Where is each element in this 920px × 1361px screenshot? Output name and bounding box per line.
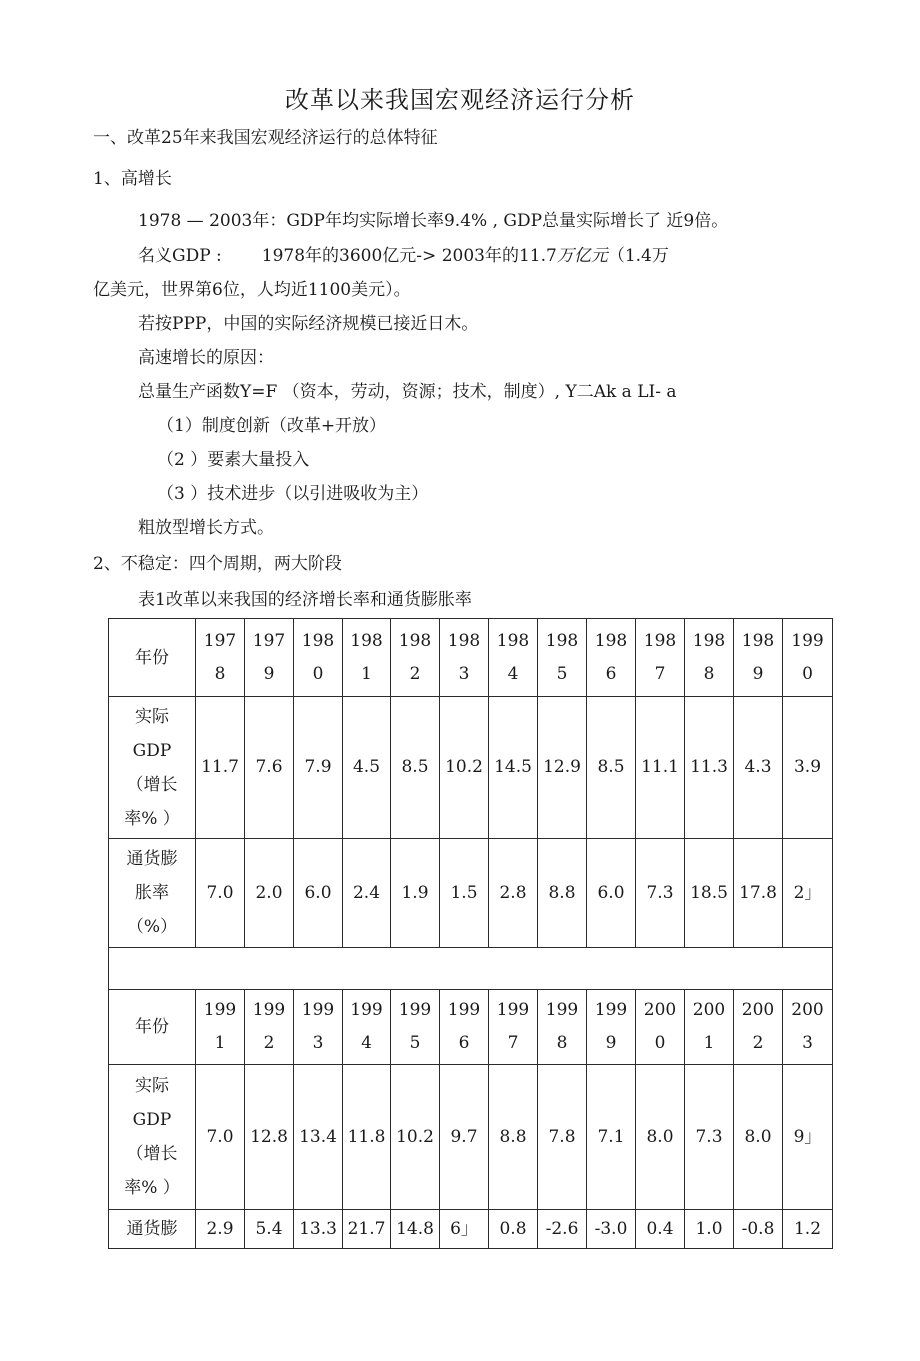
inflation-cell: 0.4 <box>636 1210 685 1249</box>
gdp-cell: 8.5 <box>391 697 440 839</box>
inflation-cell: 0.8 <box>489 1210 538 1249</box>
gdp-cell: 8.0 <box>734 1065 783 1210</box>
gdp-cell: 10.2 <box>440 697 489 839</box>
inflation-cell: 1.2 <box>783 1210 833 1249</box>
gdp-cell: 8.0 <box>636 1065 685 1210</box>
row-header-gdp-line: （增长 <box>126 774 178 795</box>
table-row <box>109 839 833 948</box>
gdp-cell: 7.1 <box>587 1065 636 1210</box>
table-row <box>109 1210 833 1249</box>
inflation-cell: -3.0 <box>587 1210 636 1249</box>
year-cell: 1990 <box>783 619 833 697</box>
inflation-cell: 2」 <box>783 839 833 948</box>
row-header-inflation-line: 胀率 <box>135 883 169 903</box>
paragraph-growth-rate: 1978 — 2003年：GDP年均实际增长率9.4% , GDP总量实际增长了 近9倍。 <box>138 211 729 231</box>
year-cell: 1978 <box>196 619 245 697</box>
table-row <box>109 990 833 1065</box>
year-cell: 1988 <box>685 619 734 697</box>
gdp-cell: 11.7 <box>196 697 245 839</box>
nominal-gdp-text: 1978年的3600亿元-> 2003年的11.7 <box>261 246 557 266</box>
row-header-gdp-line: 实际 <box>135 1076 169 1096</box>
paragraph-nominal-gdp-continued: 亿美元，世界第6位，人均近1100美元）。 <box>93 280 411 300</box>
reason-item: （3 ）技术进步（以引进吸收为主） <box>157 484 429 504</box>
year-cell: 1991 <box>196 990 245 1065</box>
inflation-cell: 2.8 <box>489 839 538 948</box>
reason-item: （1）制度创新（改革+开放） <box>157 416 387 436</box>
inflation-cell: 7.0 <box>196 839 245 948</box>
inflation-cell: 7.3 <box>636 839 685 948</box>
year-cell: 2001 <box>685 990 734 1065</box>
gdp-cell: 13.4 <box>294 1065 343 1210</box>
year-cell: 1998 <box>538 990 587 1065</box>
gdp-cell: 11.3 <box>685 697 734 839</box>
year-cell: 2000 <box>636 990 685 1065</box>
gdp-cell: 10.2 <box>391 1065 440 1210</box>
page-title: 改革以来我国宏观经济运行分析 <box>285 86 635 114</box>
inflation-cell: 6.0 <box>587 839 636 948</box>
inflation-cell: 14.8 <box>391 1210 440 1249</box>
gdp-cell: 14.5 <box>489 697 538 839</box>
reason-item: （2 ）要素大量投入 <box>157 450 310 470</box>
growth-inflation-table <box>108 618 833 1249</box>
year-cell: 1979 <box>245 619 294 697</box>
year-cell: 1992 <box>245 990 294 1065</box>
year-cell: 1981 <box>343 619 391 697</box>
year-cell: 1995 <box>391 990 440 1065</box>
inflation-cell: 21.7 <box>343 1210 391 1249</box>
gdp-cell: 12.8 <box>245 1065 294 1210</box>
row-header-inflation-line: 通货膨 <box>126 849 178 869</box>
gdp-cell: 7.6 <box>245 697 294 839</box>
row-header-year: 年份 <box>109 990 196 1065</box>
paragraph-reasons-intro: 高速增长的原因： <box>138 348 274 368</box>
point-heading-instability: 2、不稳定：四个周期，两大阶段 <box>93 554 342 574</box>
row-header-gdp-line: 实际 <box>135 706 169 727</box>
inflation-cell: 5.4 <box>245 1210 294 1249</box>
table-row <box>109 619 833 697</box>
table-row <box>109 1065 833 1210</box>
gdp-cell: 7.3 <box>685 1065 734 1210</box>
inflation-cell: 2.9 <box>196 1210 245 1249</box>
year-cell: 1994 <box>343 990 391 1065</box>
inflation-cell: 13.3 <box>294 1210 343 1249</box>
inflation-cell: 1.5 <box>440 839 489 948</box>
row-header-gdp <box>109 697 196 839</box>
row-header-gdp-line: （增长 <box>126 1144 178 1164</box>
gdp-cell: 12.9 <box>538 697 587 839</box>
nominal-gdp-label: 名义GDP : <box>138 246 222 266</box>
blank-cell <box>109 948 833 990</box>
gdp-cell: 11.1 <box>636 697 685 839</box>
year-cell: 1997 <box>489 990 538 1065</box>
row-header-gdp-line: GDP <box>132 740 172 761</box>
inflation-cell: 6.0 <box>294 839 343 948</box>
gdp-cell: 7.0 <box>196 1065 245 1210</box>
year-cell: 1984 <box>489 619 538 697</box>
year-cell: 1982 <box>391 619 440 697</box>
gdp-cell: 8.5 <box>587 697 636 839</box>
gdp-cell: 11.8 <box>343 1065 391 1210</box>
table-caption: 表1改革以来我国的经济增长率和通货膨胀率 <box>138 590 472 610</box>
year-cell: 1980 <box>294 619 343 697</box>
inflation-cell: 1.0 <box>685 1210 734 1249</box>
row-header-gdp-line: 率% ） <box>124 1178 180 1198</box>
row-header-inflation-line: （%） <box>126 917 178 937</box>
gdp-cell: 7.8 <box>538 1065 587 1210</box>
row-header-gdp-line: GDP <box>132 1110 172 1130</box>
nominal-gdp-tail: （1.4万 <box>607 246 669 266</box>
gdp-cell: 9」 <box>783 1065 833 1210</box>
section-heading: 一、改革25年来我国宏观经济运行的总体特征 <box>93 128 438 148</box>
gdp-cell: 4.3 <box>734 697 783 839</box>
point-heading-high-growth: 1、高增长 <box>93 169 172 189</box>
year-cell: 1985 <box>538 619 587 697</box>
paragraph-production-function: 总量生产函数Y=F （资本，劳动，资源；技术，制度）, Y二Ak a LI- a <box>138 382 677 402</box>
year-cell: 2003 <box>783 990 833 1065</box>
table-row <box>109 697 833 839</box>
inflation-cell: 8.8 <box>538 839 587 948</box>
year-cell: 1983 <box>440 619 489 697</box>
year-cell: 1996 <box>440 990 489 1065</box>
inflation-cell: 18.5 <box>685 839 734 948</box>
row-header-inflation: 通货膨 <box>109 1210 196 1249</box>
year-cell: 1999 <box>587 990 636 1065</box>
table-row-blank <box>109 948 833 990</box>
inflation-cell: 1.9 <box>391 839 440 948</box>
gdp-cell: 8.8 <box>489 1065 538 1210</box>
paragraph-ppp: 若按PPP，中国的实际经济规模已接近日木。 <box>138 314 479 334</box>
gdp-cell: 4.5 <box>343 697 391 839</box>
inflation-cell: -0.8 <box>734 1210 783 1249</box>
year-cell: 1986 <box>587 619 636 697</box>
gdp-cell: 7.9 <box>294 697 343 839</box>
row-header-gdp-line: 率% ） <box>124 808 180 829</box>
row-header-gdp <box>109 1065 196 1210</box>
gdp-cell: 3.9 <box>783 697 833 839</box>
inflation-cell: 6」 <box>440 1210 489 1249</box>
year-cell: 1993 <box>294 990 343 1065</box>
row-header-inflation <box>109 839 196 948</box>
inflation-cell: 2.4 <box>343 839 391 948</box>
row-header-year: 年份 <box>109 619 196 697</box>
paragraph-nominal-gdp <box>138 244 669 268</box>
inflation-cell: -2.6 <box>538 1210 587 1249</box>
inflation-cell: 17.8 <box>734 839 783 948</box>
gdp-cell: 9.7 <box>440 1065 489 1210</box>
nominal-gdp-unit: 万亿元 <box>556 246 608 266</box>
year-cell: 1989 <box>734 619 783 697</box>
year-cell: 2002 <box>734 990 783 1065</box>
inflation-cell: 2.0 <box>245 839 294 948</box>
year-cell: 1987 <box>636 619 685 697</box>
paragraph-extensive-growth: 粗放型增长方式。 <box>138 518 274 538</box>
